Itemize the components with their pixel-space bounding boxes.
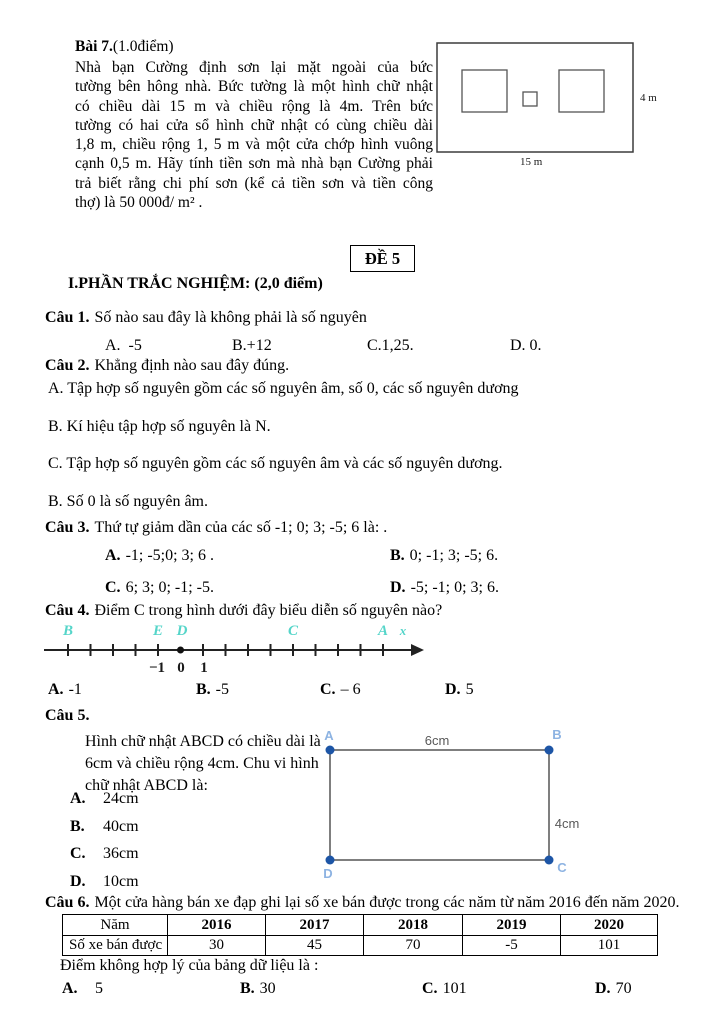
section-heading: I.PHẦN TRẮC NGHIỆM: (2,0 điểm) [68,275,323,292]
answer-option [390,547,498,565]
answer-option: D. 0. [510,337,542,354]
q6-number: Câu 6. [45,894,90,911]
option-letter: B. [240,980,255,997]
bai7-text-line: có chiều dài 15 m và chiều rộng là 4m. Trên bức [75,97,433,115]
q4-number: Câu 4. [45,602,90,619]
q5-text-line: 6cm và chiều rộng 4cm. Chu vi hình [85,755,319,772]
q6-options [0,980,724,1004]
option-text: 24cm [103,790,139,807]
exam-code-box: ĐỀ 5 [350,245,415,272]
table-header-cell: 2019 [463,915,561,936]
answer-option [70,788,350,809]
option-text: 5 [465,681,474,698]
bai7-text-line: tường bên hông nhà. Bức tường là một hình chữ nhật [75,78,433,96]
tick-label-minus1: −1 [148,660,166,676]
q2-text: Khẳng định nào sau đây đúng. [94,357,290,374]
table-data-cell: Số xe bán được [63,935,168,956]
rectangle-outline [330,750,549,860]
table-header-cell: 2017 [266,915,364,936]
answer-option [240,980,276,998]
table-header-cell: 2018 [364,915,463,936]
corner-dot-D [326,856,335,865]
bai7-text-line: Nhà bạn Cường định sơn lại mặt ngoài của bức [75,59,433,76]
answer-option [320,681,361,699]
option-letter: D. [390,579,406,596]
corner-label-B: B [552,727,562,742]
table-header-cell: 2016 [168,915,266,936]
answer-option [390,579,499,597]
window-left [462,70,507,112]
q2-heading [45,357,289,375]
q6-heading [45,894,679,912]
option-text: -5; -1; 0; 3; 6. [410,579,499,596]
point-label-C: C [287,623,299,639]
table-header-cell: Năm [63,915,168,936]
table-data-cell: 70 [364,935,463,956]
wall-figure [434,35,724,170]
answer-option [70,816,350,837]
q2-number: Câu 2. [45,357,90,374]
point-label-E: E [152,623,164,639]
sales-table-data-row [62,935,658,956]
rectangle-abcd-figure [315,722,585,894]
option-text: -1 [68,681,82,698]
q3-heading [45,519,387,537]
numberline-figure [40,620,440,676]
option-letter: A. [48,681,64,698]
table-data-cell: 101 [561,935,658,956]
q5-text-line: chữ nhật ABCD là: [85,777,208,794]
table-data-cell: 45 [266,935,364,956]
corner-label-D: D [323,866,333,881]
q1-heading [45,309,367,327]
bai7-text-line: tường có hai cửa sổ hình chữ nhật có cùng chiều dài [75,116,433,134]
answer-option [70,871,350,892]
corner-label-A: A [324,728,334,743]
answer-option: A. Tập hợp số nguyên gồm các số nguyên âm, số 0, các số nguyên dương [48,380,519,397]
q3-options [0,547,724,607]
option-letter: A. [62,980,78,997]
option-letter: C. [422,980,438,997]
option-text: -1; -5;0; 3; 6 . [125,547,214,564]
bai7-points: (1.0điểm) [112,38,174,55]
option-letter: A. [70,790,86,807]
answer-option [105,579,214,597]
bai7-heading [75,38,174,56]
corner-label-C: C [557,860,567,875]
answer-option: B.+12 [232,337,272,354]
q3-number: Câu 3. [45,519,90,536]
option-text: 5 [95,980,103,997]
q5-heading [45,707,94,725]
answer-option [196,681,229,699]
option-text: 10cm [103,872,139,890]
table-data-cell: 30 [168,935,266,956]
option-text: 0; -1; 3; -5; 6. [409,547,499,564]
axis-arrowhead [411,644,424,656]
option-text: 40cm [103,817,139,835]
origin-point-dot [177,647,184,654]
bai7-text-line: trả biết rằng chi phí sơn (kể cả tiền sơn và tiền công [75,174,433,192]
point-label-D: D [176,623,188,639]
option-text: 36cm [103,845,139,862]
wall-height-label: 4 m [640,92,657,104]
bai7-text-line: 1,8 m, chiều rộng 1, 5 m và một cửa chớp hình vuông [75,136,433,154]
option-letter: B. [70,817,85,835]
option-letter: B. [196,681,211,698]
bai7-text-line: cạnh 0,5 m. Hãy tính tiền sơn mà nhà bạn Cường phải [75,155,433,173]
answer-option [105,547,214,565]
top-dimension-label: 6cm [424,733,450,748]
option-text: 30 [259,980,276,997]
vent-square [523,92,537,106]
q5-options [70,788,350,898]
bai7-number: Bài 7. [75,38,113,55]
q6-note: Điểm không hợp lý của bảng dữ liệu là : [60,957,319,974]
table-header-cell: 2020 [561,915,658,936]
corner-dot-A [326,746,335,755]
answer-option: C. Tập hợp số nguyên gồm các số nguyên âm và các số nguyên dương. [48,455,503,472]
option-text: 101 [442,980,467,997]
answer-option [595,980,632,998]
side-dimension-label: 4cm [554,816,580,831]
answer-option: A. -5 [105,337,142,354]
point-label-A: A [377,623,389,639]
bai7-text [75,58,433,212]
q3-text: Thứ tự giảm dần của các số -1; 0; 3; -5; 6 là: . [94,519,388,536]
option-letter: D. [595,980,611,997]
q1-text: Số nào sau đây là không phải là số nguyên [94,309,367,326]
table-data-cell: -5 [463,935,561,956]
option-letter: B. [390,547,405,564]
answer-option [48,681,82,699]
tick-label-1: 1 [200,660,208,676]
answer-option: B. Số 0 là số nguyên âm. [48,492,208,510]
option-letter: C. [320,681,336,698]
option-text: 6; 3; 0; -1; -5. [125,579,214,596]
corner-dot-C [545,856,554,865]
q5-text-line: Hình chữ nhật ABCD có chiều dài là [85,733,321,750]
axis-label-x: x [399,623,407,638]
option-letter: C. [70,845,86,862]
option-letter: D. [445,681,461,698]
answer-option [422,980,467,998]
option-text: -5 [215,681,229,698]
q4-heading [45,602,442,620]
bai7-text-line: thợ) là 50 000đ/ m² . [75,194,203,212]
tick-label-0: 0 [177,660,185,676]
q6-text: Một cửa hàng bán xe đạp ghi lại số xe bán được trong các năm từ năm 2016 đến năm 2020. [94,894,680,911]
window-right [559,70,604,112]
q2-options [48,378,708,528]
sales-table-header-row [62,914,658,936]
corner-dot-B [545,746,554,755]
answer-option: C.1,25. [367,337,414,354]
option-letter: C. [105,579,121,596]
q4-text: Điểm C trong hình dưới đây biểu diễn số nguyên nào? [94,602,443,619]
answer-option: B. Kí hiệu tập hợp số nguyên là N. [48,417,271,435]
answer-option [62,980,103,998]
wall-width-label: 15 m [520,156,543,168]
option-letter: A. [105,547,121,564]
point-label-B: B [62,623,74,639]
answer-option [445,681,474,699]
option-text: – 6 [340,681,361,698]
q4-options [0,681,724,705]
q1-number: Câu 1. [45,309,90,326]
answer-option [70,843,350,864]
option-text: 70 [615,980,632,997]
option-letter: D. [70,872,86,890]
q5-number: Câu 5. [45,707,90,724]
